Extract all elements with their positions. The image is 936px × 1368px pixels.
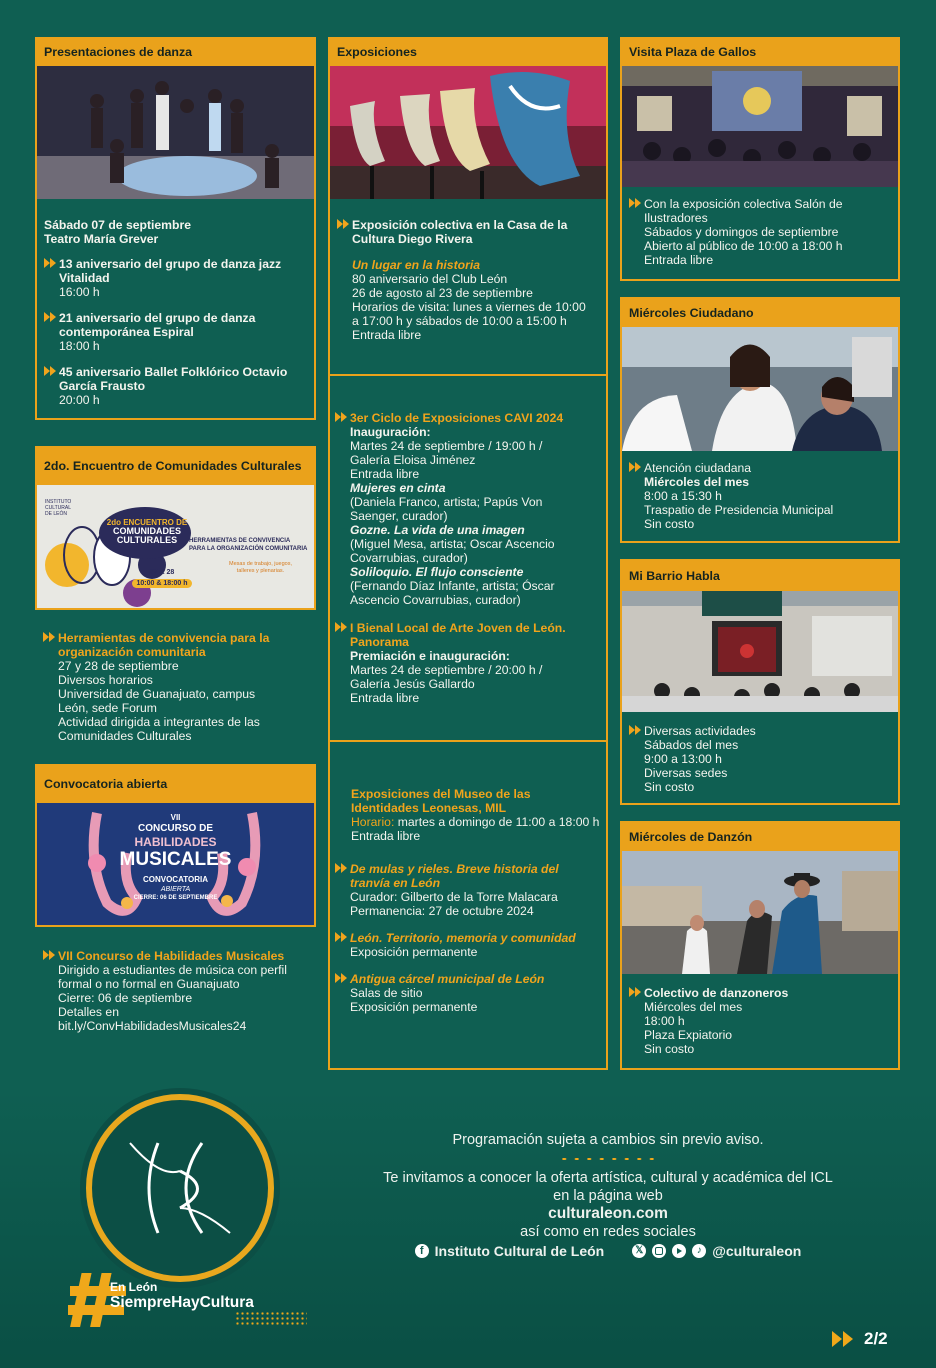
artwork-title: Gozne. La vida de una imagen <box>350 523 525 537</box>
info-line: Galería Jesús Gallardo <box>350 677 475 691</box>
poster-call: CONVOCATORIA <box>142 875 209 884</box>
poster-dates: 27 & 28 <box>149 569 175 576</box>
expo-subtitle: Un lugar en la historia <box>352 258 480 272</box>
barrio-title: Mi Barrio Habla <box>622 561 898 591</box>
convocatoria-card <box>35 764 316 927</box>
info-line: Martes 24 de septiembre / 20:00 h / <box>350 663 543 677</box>
info-line: Atención ciudadana <box>644 461 752 475</box>
youtube-icon[interactable] <box>672 1244 686 1258</box>
info-line: Galería Eloisa Jiménez <box>350 453 476 467</box>
info-line: Exposición permanente <box>350 945 478 959</box>
poster-subtitle: HERRAMIENTAS DE CONVIVENCIA <box>189 538 291 544</box>
social-handle[interactable]: @culturaleon <box>712 1243 802 1259</box>
inauguration-label: Premiación e inauguración: <box>350 649 510 663</box>
poster-title: CONCURSO DE <box>137 823 213 834</box>
info-line: Actividad dirigida a integrantes de las <box>58 715 260 729</box>
barrio-photo <box>622 591 898 712</box>
danza-date: Sábado 07 de septiembre <box>44 218 191 232</box>
danza-item-title: García Frausto <box>59 379 146 393</box>
hashtag-line1: En León <box>110 1280 158 1294</box>
danza-item <box>44 311 307 353</box>
info-line: Curador: Gilberto de la Torre Malacara <box>350 890 558 904</box>
info-line: Horarios de visita: lunes a viernes de 10:00 <box>352 300 586 314</box>
info-line: 27 y 28 de septiembre <box>58 659 179 673</box>
double-arrow-icon <box>335 622 348 632</box>
expo-title: Cultura Diego Rivera <box>352 232 473 246</box>
info-line: Entrada libre <box>352 328 422 342</box>
encuentro-item-title: organización comunitaria <box>58 645 206 659</box>
info-line: Exposición permanente <box>350 1000 478 1014</box>
info-line: Plaza Expiatorio <box>644 1028 733 1042</box>
info-line: Ascencio Covarrubias, curador) <box>350 593 521 607</box>
page-number: 2/2 <box>864 1329 888 1348</box>
poster-org: INSTITUTO <box>45 499 72 505</box>
double-arrow-icon <box>337 219 350 229</box>
info-line: Universidad de Guanajuato, campus <box>58 687 256 701</box>
social-text: así como en redes sociales <box>520 1224 696 1240</box>
info-line: Miércoles del mes <box>644 1000 743 1014</box>
danzon-title: Miércoles de Danzón <box>622 823 898 851</box>
poster-call: ABIERTA <box>160 886 191 893</box>
encuentro-title: 2do. Encuentro de Comunidades Culturales <box>37 448 314 485</box>
info-line: Colectivo de danzoneros <box>644 986 789 1000</box>
dots-divider <box>558 1156 658 1162</box>
poster-subtitle: PARA LA ORGANIZACIÓN COMUNITARIA <box>189 546 308 552</box>
double-arrow-icon <box>44 366 57 376</box>
notice-text: Programación sujeta a cambios sin previo aviso. <box>452 1132 764 1148</box>
page-indicator <box>832 1331 888 1347</box>
hashtag-logo <box>68 1271 318 1331</box>
poster-title: MUSICALES <box>119 849 232 870</box>
info-line: a 17:00 h y sábados de 10:00 a 15:00 h <box>352 314 567 328</box>
info-line: (Daniela Franco, artista; Papús Von <box>350 495 543 509</box>
convocatoria-title: Convocatoria abierta <box>37 766 314 803</box>
danza-item-title: 45 aniversario Ballet Folklórico Octavio <box>59 365 288 379</box>
next-arrow-icon[interactable] <box>832 1331 854 1347</box>
poster-title: HABILIDADES <box>134 835 217 849</box>
instagram-icon[interactable] <box>652 1244 666 1258</box>
danza-item-time: 20:00 h <box>59 393 100 407</box>
invite-text: Te invitamos a conocer la oferta artística, cultural y académica del ICL <box>383 1170 833 1186</box>
divider <box>330 740 606 742</box>
invite-text: en la página web <box>553 1188 663 1204</box>
info-line: Diversas actividades <box>644 724 756 738</box>
double-arrow-icon <box>44 312 57 322</box>
danzon-card <box>620 821 900 1070</box>
danza-item-time: 16:00 h <box>59 285 100 299</box>
info-line: Sin costo <box>644 780 695 794</box>
poster-deadline: CIERRE: 06 DE SEPTIEMBRE <box>133 895 218 901</box>
gallos-title: Visita Plaza de Gallos <box>622 39 898 66</box>
info-line: Entrada libre <box>350 691 420 705</box>
info-line: Martes 24 de septiembre / 19:00 h / <box>350 439 543 453</box>
poster-title: COMUNIDADES <box>112 526 181 536</box>
encuentro-poster <box>37 485 314 608</box>
info-line: Covarrubias, curador) <box>350 551 468 565</box>
info-line: Abierto al público de 10:00 a 18:00 h <box>644 239 843 253</box>
info-line: Sin costo <box>644 517 695 531</box>
expo-title: I Bienal Local de Arte Joven de León. <box>350 621 566 635</box>
info-line: Entrada libre <box>351 829 421 843</box>
double-arrow-icon <box>43 632 56 642</box>
schedule-line <box>351 815 607 829</box>
info-line: Saenger, curador) <box>350 509 448 523</box>
tiktok-icon[interactable]: ♪ <box>692 1244 706 1258</box>
expo-title: Identidades Leonesas, MIL <box>351 801 507 815</box>
double-arrow-icon <box>629 725 642 735</box>
info-line: 18:00 h <box>644 1014 685 1028</box>
ciudadano-photo <box>622 327 898 451</box>
cavi-section <box>335 411 607 705</box>
danza-item-time: 18:00 h <box>59 339 100 353</box>
double-arrow-icon <box>629 987 642 997</box>
info-line: (Fernando Díaz Infante, artista; Óscar <box>350 579 555 593</box>
convocatoria-poster <box>37 803 314 925</box>
info-line: Sábados y domingos de septiembre <box>644 225 839 239</box>
encuentro-item-title: Herramientas de convivencia para la <box>58 631 270 645</box>
exhibit-title: Antigua cárcel municipal de León <box>350 972 545 986</box>
info-line: Comunidades Culturales <box>58 729 192 743</box>
info-line: León, sede Forum <box>58 701 157 715</box>
poster-note: talleres y plenarias. <box>236 568 285 574</box>
encuentro-card <box>35 446 316 610</box>
info-line: Sin costo <box>644 1042 695 1056</box>
ciudadano-title: Miércoles Ciudadano <box>622 299 898 327</box>
icl-logo <box>80 1083 280 1293</box>
facebook-link[interactable]: Instituto Cultural de León <box>434 1243 605 1259</box>
mil-section <box>351 787 607 843</box>
info-line: Ilustradores <box>644 211 708 225</box>
double-arrow-icon <box>335 932 348 942</box>
info-line: (Miguel Mesa, artista; Oscar Ascencio <box>350 537 555 551</box>
exhibit-title: tranvía en León <box>350 876 441 890</box>
danza-item-title: Vitalidad <box>59 271 110 285</box>
double-arrow-icon <box>629 462 642 472</box>
danza-item-title: 21 aniversario del grupo de danza <box>59 311 256 325</box>
info-line: Diversas sedes <box>644 766 728 780</box>
danza-item-title: 13 aniversario del grupo de danza jazz <box>59 257 282 271</box>
danza-item <box>44 257 307 299</box>
poster-note: Mesas de trabajo, juegos, <box>229 561 292 567</box>
danza-title: Presentaciones de danza <box>37 39 314 66</box>
danza-item-title: contemporánea Espiral <box>59 325 194 339</box>
danza-item <box>44 365 307 407</box>
expo-title: Exposición colectiva en la Casa de la <box>352 218 568 232</box>
exhibit-title: León. Territorio, memoria y comunidad <box>350 931 576 945</box>
website-link[interactable]: culturaleon.com <box>548 1205 668 1222</box>
inauguration-label: Inauguración: <box>350 425 431 439</box>
ciudadano-card <box>620 297 900 543</box>
info-line: Entrada libre <box>350 467 420 481</box>
info-line: 9:00 a 13:00 h <box>644 752 722 766</box>
poster-title: CULTURALES <box>116 535 178 545</box>
double-arrow-icon <box>629 198 642 208</box>
poster-org: DE LEÓN <box>45 511 67 517</box>
exposiciones-title: Exposiciones <box>330 39 606 66</box>
info-line: Con la exposición colectiva Salón de <box>644 197 843 211</box>
gallos-card <box>620 37 900 281</box>
x-icon[interactable]: 𝕏 <box>632 1244 646 1258</box>
double-arrow-icon <box>43 950 56 960</box>
expo-title: Exposiciones del Museo de las <box>351 787 531 801</box>
dots-decoration <box>235 1311 307 1325</box>
danza-photo <box>37 66 314 199</box>
info-line: Traspatio de Presidencia Municipal <box>644 503 834 517</box>
danza-venue: Teatro María Grever <box>44 232 159 246</box>
expo-title: 3er Ciclo de Exposiciones CAVI 2024 <box>350 411 564 425</box>
barrio-card <box>620 559 900 805</box>
expo-entry <box>337 218 599 342</box>
danza-card <box>35 37 316 420</box>
social-row <box>330 1242 886 1260</box>
artwork-title: Soliloquio. El flujo consciente <box>350 565 524 579</box>
divider <box>330 374 606 376</box>
info-line: Salas de sitio <box>350 986 423 1000</box>
gallos-photo <box>622 66 898 187</box>
convocatoria-info <box>43 949 328 1033</box>
double-arrow-icon <box>335 863 348 873</box>
info-line: Entrada libre <box>644 253 714 267</box>
hashtag-line2: SiempreHayCultura <box>110 1294 254 1311</box>
info-line: Permanencia: 27 de octubre 2024 <box>350 904 534 918</box>
danzon-photo <box>622 851 898 974</box>
mil-exhibits <box>335 862 607 1014</box>
details-link[interactable]: bit.ly/ConvHabilidadesMusicales24 <box>58 1019 247 1033</box>
info-line: Diversos horarios <box>58 673 153 687</box>
convocatoria-item-title: VII Concurso de Habilidades Musicales <box>58 949 285 963</box>
info-line: 8:00 a 15:30 h <box>644 489 722 503</box>
info-line: Detalles en <box>58 1005 119 1019</box>
poster-number: VII <box>170 813 181 822</box>
info-line: Sábados del mes <box>644 738 739 752</box>
double-arrow-icon <box>335 412 348 422</box>
exhibit-title: De mulas y rieles. Breve historia del <box>350 862 559 876</box>
footer-text <box>330 1131 886 1260</box>
double-arrow-icon <box>44 258 57 268</box>
info-line: Dirigido a estudiantes de música con perfil <box>58 963 287 977</box>
double-arrow-icon <box>335 973 348 983</box>
poster-hours: 10:00 & 18:00 h <box>132 579 192 588</box>
info-line: 26 de agosto al 23 de septiembre <box>352 286 533 300</box>
info-line: formal o no formal en Guanajuato <box>58 977 240 991</box>
schedule-value: martes a domingo de 11:00 a 18:00 h <box>394 815 600 829</box>
encuentro-info <box>43 631 318 743</box>
info-line: Cierre: 06 de septiembre <box>58 991 193 1005</box>
info-line: 80 aniversario del Club León <box>352 272 508 286</box>
facebook-icon[interactable]: f <box>415 1244 429 1258</box>
exposiciones-photo <box>330 66 606 199</box>
schedule-label: Horario: <box>351 815 395 829</box>
expo-title: Panorama <box>350 635 409 649</box>
info-line: Miércoles del mes <box>644 475 749 489</box>
poster-org: CULTURAL <box>45 505 72 511</box>
poster-title: 2do ENCUENTRO DE <box>106 518 188 527</box>
artwork-title: Mujeres en cinta <box>350 481 446 495</box>
